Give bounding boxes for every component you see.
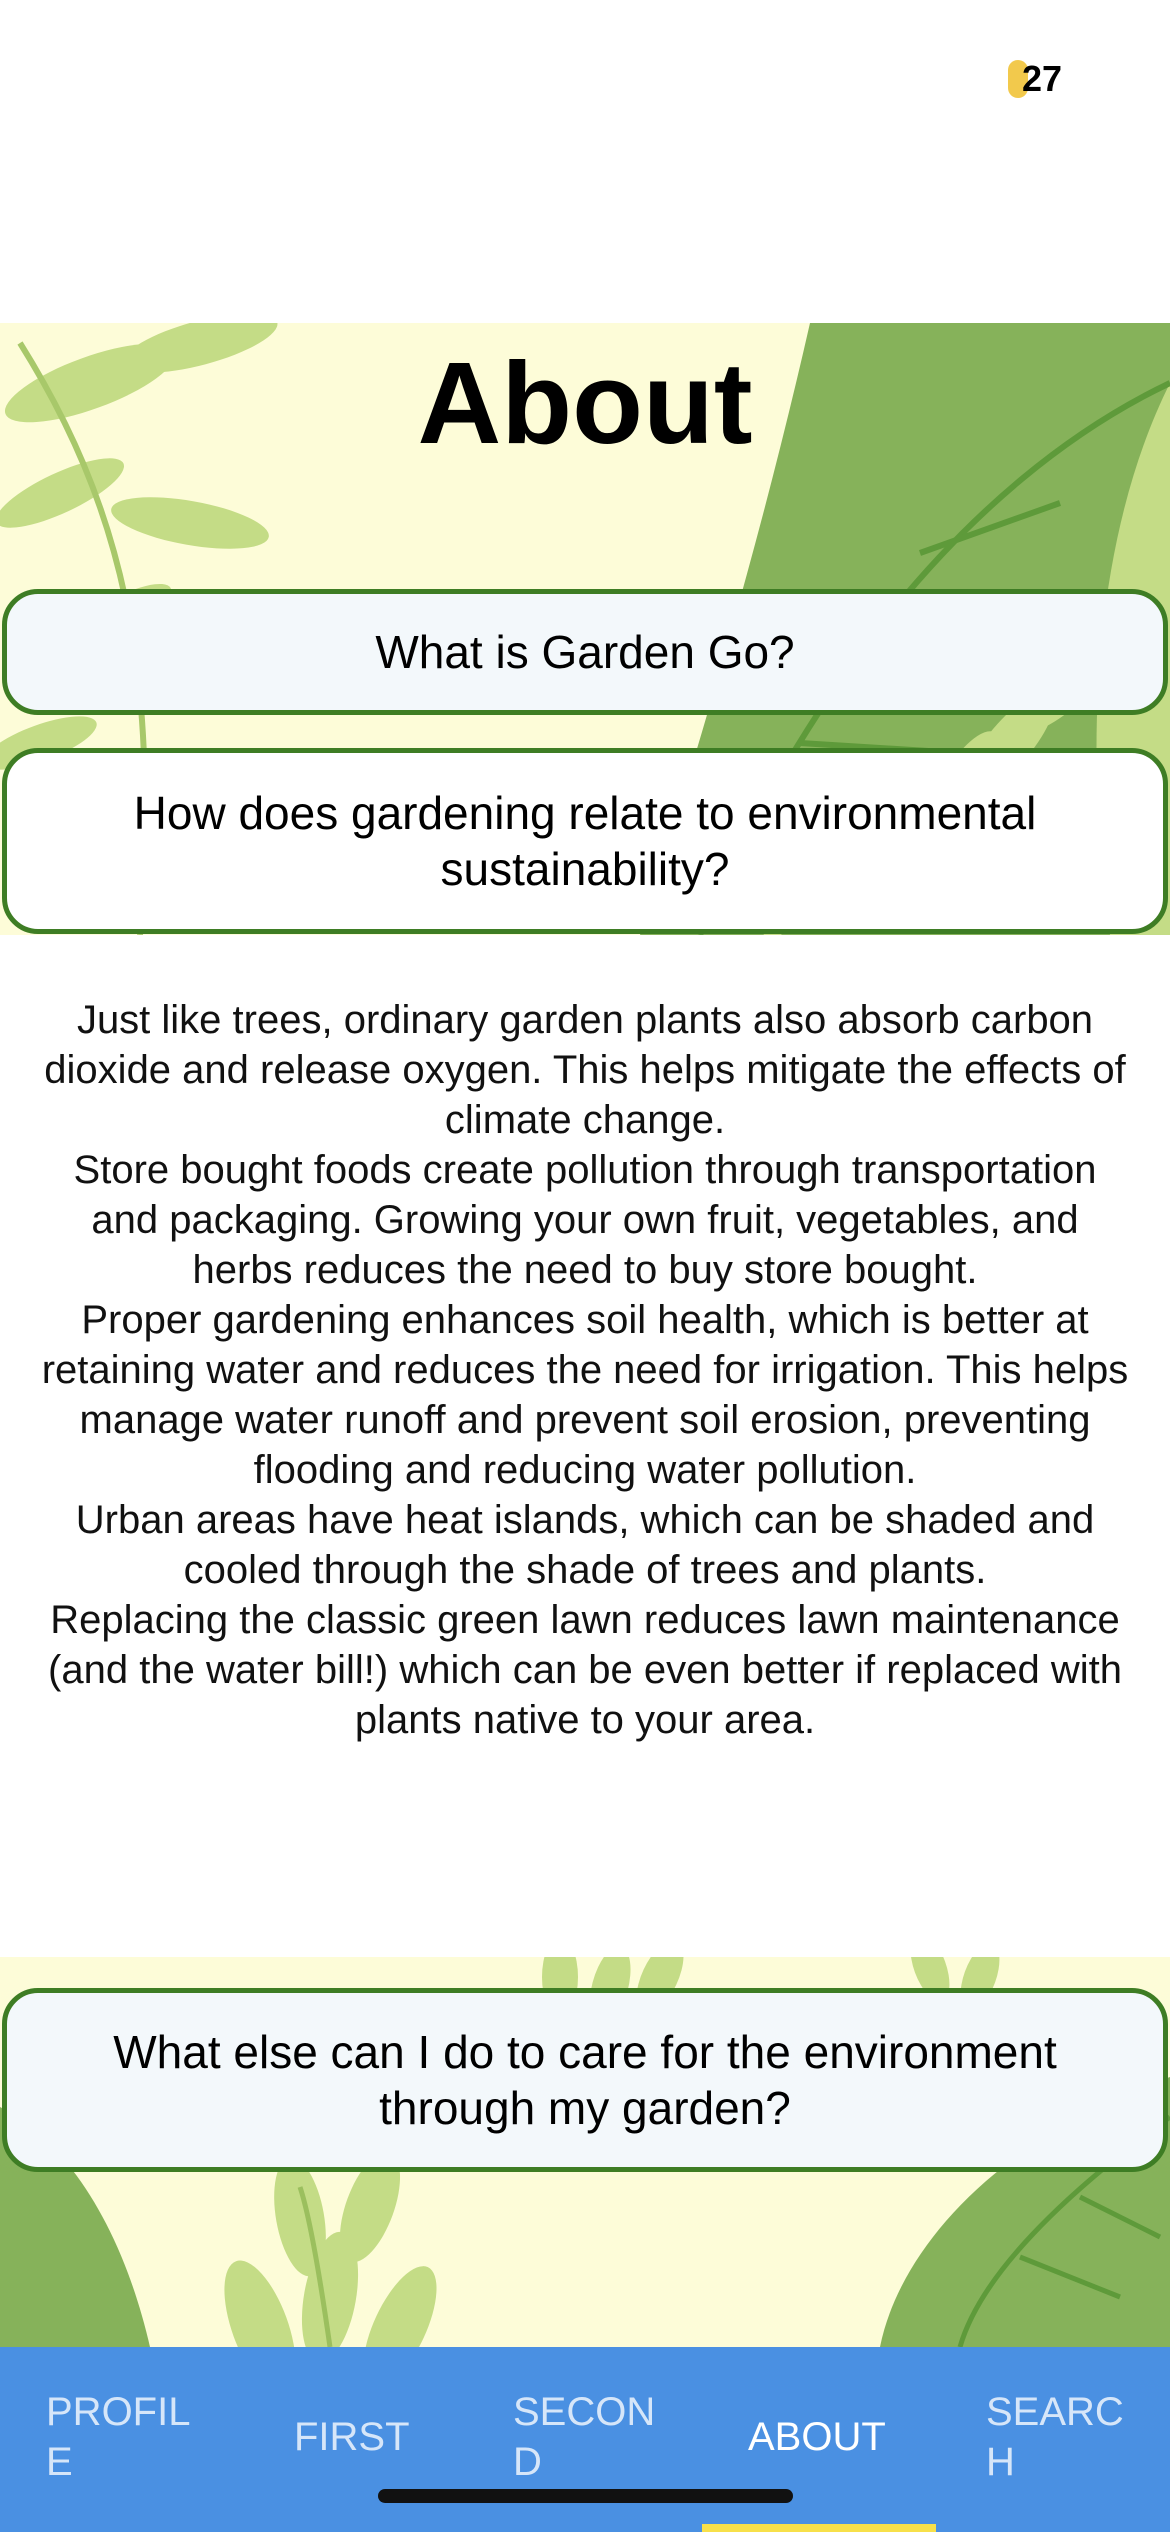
tab-profile[interactable]: PROFIL E (46, 2390, 189, 2484)
answer-paragraph: Replacing the classic green lawn reduces lawn maintenance (and the water bill!) which can be even better if replaced with plants native to your area. (48, 1598, 1122, 1742)
answer-paragraph: Just like trees, ordinary garden plants also absorb carbon dioxide and release oxygen. This helps mitigate the effects of climate change. (44, 998, 1126, 1142)
answer-text (40, 995, 1130, 1745)
question-card-care-for-environment[interactable]: What else can I do to care for the environment through my garden? (2, 1988, 1168, 2172)
tab-about[interactable]: ABOUT (748, 2415, 886, 2459)
question-card-sustainability[interactable]: How does gardening relate to environmental sustainability? (2, 748, 1168, 934)
tab-search[interactable]: SEARC H (986, 2390, 1124, 2484)
active-tab-indicator (702, 2524, 936, 2532)
answer-paragraph: Proper gardening enhances soil health, which is better at retaining water and reduces the need for irrigation. This helps manage water runoff and prevent soil erosion, preventing flooding and reducing water pollution. (41, 1298, 1129, 1492)
battery-percent: 27 (1022, 58, 1063, 99)
status-bar (0, 0, 1170, 150)
answer-paragraph: Urban areas have heat islands, which can be shaded and cooled through the shade of trees and plants. (75, 1498, 1095, 1592)
home-indicator[interactable] (378, 2489, 793, 2503)
tab-bar (0, 2347, 1170, 2532)
battery-indicator (1008, 58, 1070, 100)
question-card-what-is-garden-go[interactable]: What is Garden Go? (2, 589, 1168, 715)
answer-paragraph: Store bought foods create pollution through transportation and packaging. Growing your own fruit, vegetables, and herbs reduces the need to buy store bought. (73, 1148, 1097, 1292)
tab-second[interactable]: SECON D (513, 2390, 656, 2484)
tab-first[interactable]: FIRST (294, 2415, 410, 2459)
page-title: About (417, 338, 753, 468)
